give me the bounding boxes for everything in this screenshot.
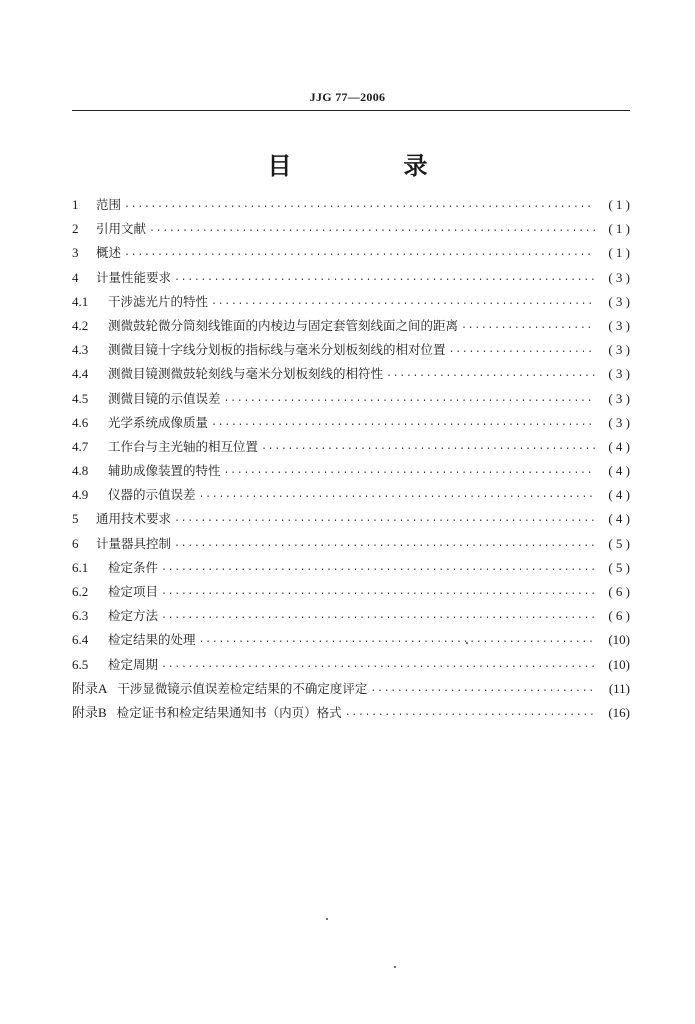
toc-entry-title: 干涉滤光片的特性 (108, 293, 209, 309)
toc-dot-leader (211, 414, 595, 438)
toc-entry[interactable] (72, 290, 630, 314)
toc-entry[interactable] (72, 653, 630, 677)
toc-page-number: ( 1 ) (608, 221, 630, 237)
toc-entry-title: 计量性能要求 (96, 269, 172, 285)
toc-entry[interactable] (72, 604, 630, 628)
toc-dot-leader (461, 317, 595, 341)
scan-speck (326, 918, 328, 920)
toc-page-number: ( 3 ) (608, 342, 630, 358)
toc-page-number: ( 4 ) (608, 463, 630, 479)
toc-entry-title: 计量器具控制 (96, 535, 172, 551)
toc-entry-number: 4.4 (72, 366, 89, 382)
scan-speck (394, 966, 396, 968)
toc-page-number: ( 1 ) (608, 197, 630, 212)
toc-entry-number: 附录A (72, 680, 108, 696)
toc-entry-title: 检定方法 (108, 608, 159, 624)
toc-entry-number: 4.8 (72, 463, 89, 479)
toc-entry-title: 光学系统成像质量 (108, 414, 209, 430)
toc-entry-number: 6.4 (72, 632, 89, 648)
toc-entry-number: 附录B (72, 704, 107, 720)
toc-entry-number: 6 (72, 535, 79, 551)
toc-dot-leader (161, 607, 595, 631)
toc-page-number: ( 4 ) (608, 487, 630, 503)
toc-entry-title: 通用技术要求 (96, 511, 172, 527)
toc-entry[interactable] (72, 507, 630, 531)
toc-entry-title: 检定项目 (108, 584, 159, 599)
toc-entry-number: 4.2 (72, 317, 89, 333)
toc-page-number: ( 5 ) (608, 535, 630, 551)
toc-page-number: (10) (608, 632, 630, 648)
toc-entry-title: 引用文献 (96, 221, 147, 237)
toc-page-number: ( 3 ) (608, 366, 630, 382)
toc-entry-title: 干涉显微镜示值误差检定结果的不确定度评定 (117, 680, 368, 696)
toc-page-number: ( 6 ) (608, 608, 630, 624)
table-of-contents (72, 193, 630, 725)
toc-page-number: ( 3 ) (608, 317, 630, 333)
toc-entry-title: 测微鼓轮微分筒刻线锥面的内棱边与固定套管刻线面之间的距离 (108, 317, 459, 333)
toc-page-number: ( 4 ) (608, 438, 630, 454)
toc-entry[interactable] (72, 580, 630, 604)
toc-dot-leader (161, 559, 595, 583)
toc-page-number: ( 6 ) (608, 584, 630, 599)
toc-page-number: ( 1 ) (608, 245, 630, 261)
toc-entry-title: 检定结果的处理 (108, 632, 196, 648)
toc-entry-title: 辅助成像装置的特性 (108, 463, 221, 479)
toc-entry[interactable] (72, 217, 630, 241)
toc-entry-number: 4 (72, 269, 79, 285)
toc-entry[interactable] (72, 387, 630, 411)
toc-entry-number: 4.1 (72, 293, 89, 309)
toc-dot-leader (345, 704, 595, 728)
toc-page-number: ( 3 ) (608, 293, 630, 309)
toc-entry-number: 4.3 (72, 342, 89, 358)
toc-entry[interactable] (72, 338, 630, 362)
toc-page-number: (10) (608, 656, 630, 672)
toc-dot-leader (370, 680, 595, 704)
toc-entry[interactable] (72, 483, 630, 507)
toc-dot-leader (174, 535, 595, 559)
toc-dot-leader (161, 583, 595, 607)
toc-entry-number: 6.2 (72, 584, 89, 599)
toc-entry[interactable] (72, 532, 630, 556)
toc-entry-number: 6.1 (72, 559, 89, 575)
toc-entry-title: 工作台与主光轴的相互位置 (108, 438, 259, 454)
toc-entry[interactable] (72, 314, 630, 338)
toc-dot-leader (386, 365, 595, 389)
toc-entry-title: 测微目镜的示值误差 (108, 390, 221, 406)
toc-entry[interactable] (72, 411, 630, 435)
toc-dot-leader (149, 220, 595, 244)
toc-dot-leader (449, 341, 595, 365)
toc-entry-number: 4.7 (72, 438, 89, 454)
toc-dot-leader (199, 631, 595, 655)
toc-entry[interactable] (72, 628, 630, 652)
toc-entry-number: 4.6 (72, 414, 89, 430)
toc-title: 目 录 (267, 152, 472, 180)
toc-dot-leader (174, 510, 595, 534)
toc-entry-number: 4.5 (72, 390, 89, 406)
toc-page-number: ( 3 ) (608, 390, 630, 406)
toc-page-number: ( 3 ) (608, 414, 630, 430)
toc-entry[interactable] (72, 459, 630, 483)
toc-dot-leader (261, 438, 595, 462)
toc-entry-title: 测微目镜测微鼓轮刻线与毫米分划板刻线的相符性 (108, 366, 384, 382)
toc-entry-title: 概述 (96, 245, 122, 261)
toc-entry-number: 6.3 (72, 608, 89, 624)
toc-entry[interactable] (72, 556, 630, 580)
toc-entry[interactable] (72, 241, 630, 265)
scan-speck (466, 642, 468, 644)
toc-entry-title: 检定证书和检定结果通知书（内页）格式 (116, 704, 342, 720)
toc-entry-title: 仪器的示值误差 (108, 487, 196, 503)
toc-entry-title: 测微目镜十字线分划板的指标线与毫米分划板刻线的相对位置 (108, 342, 446, 358)
toc-entry[interactable] (72, 435, 630, 459)
header-divider (72, 110, 630, 111)
toc-entry-number: 2 (72, 221, 79, 237)
standard-code-header: JJG 77—2006 (309, 90, 386, 104)
toc-page-number: (16) (608, 704, 630, 720)
toc-dot-leader (174, 269, 595, 293)
toc-dot-leader (199, 486, 595, 510)
toc-entry-title: 检定条件 (108, 559, 159, 575)
toc-entry[interactable] (72, 362, 630, 386)
toc-dot-leader (224, 390, 595, 414)
toc-dot-leader (124, 196, 595, 220)
toc-entry-title: 范围 (96, 197, 122, 212)
toc-entry-number: 1 (72, 197, 79, 212)
toc-entry[interactable] (72, 193, 630, 217)
toc-page-number: ( 4 ) (608, 511, 630, 527)
toc-entry[interactable] (72, 677, 630, 701)
toc-entry[interactable] (72, 266, 630, 290)
toc-entry-number: 4.9 (72, 487, 89, 503)
toc-page-number: ( 3 ) (608, 269, 630, 285)
toc-entry-number: 6.5 (72, 656, 89, 672)
toc-page-number: ( 5 ) (608, 559, 630, 575)
toc-entry-number: 3 (72, 245, 79, 261)
toc-dot-leader (224, 462, 595, 486)
toc-page-number: (11) (608, 680, 630, 696)
toc-entry-number: 5 (72, 511, 79, 527)
toc-entry[interactable] (72, 701, 630, 725)
toc-dot-leader (124, 244, 595, 268)
toc-entry-title: 检定周期 (108, 656, 159, 672)
